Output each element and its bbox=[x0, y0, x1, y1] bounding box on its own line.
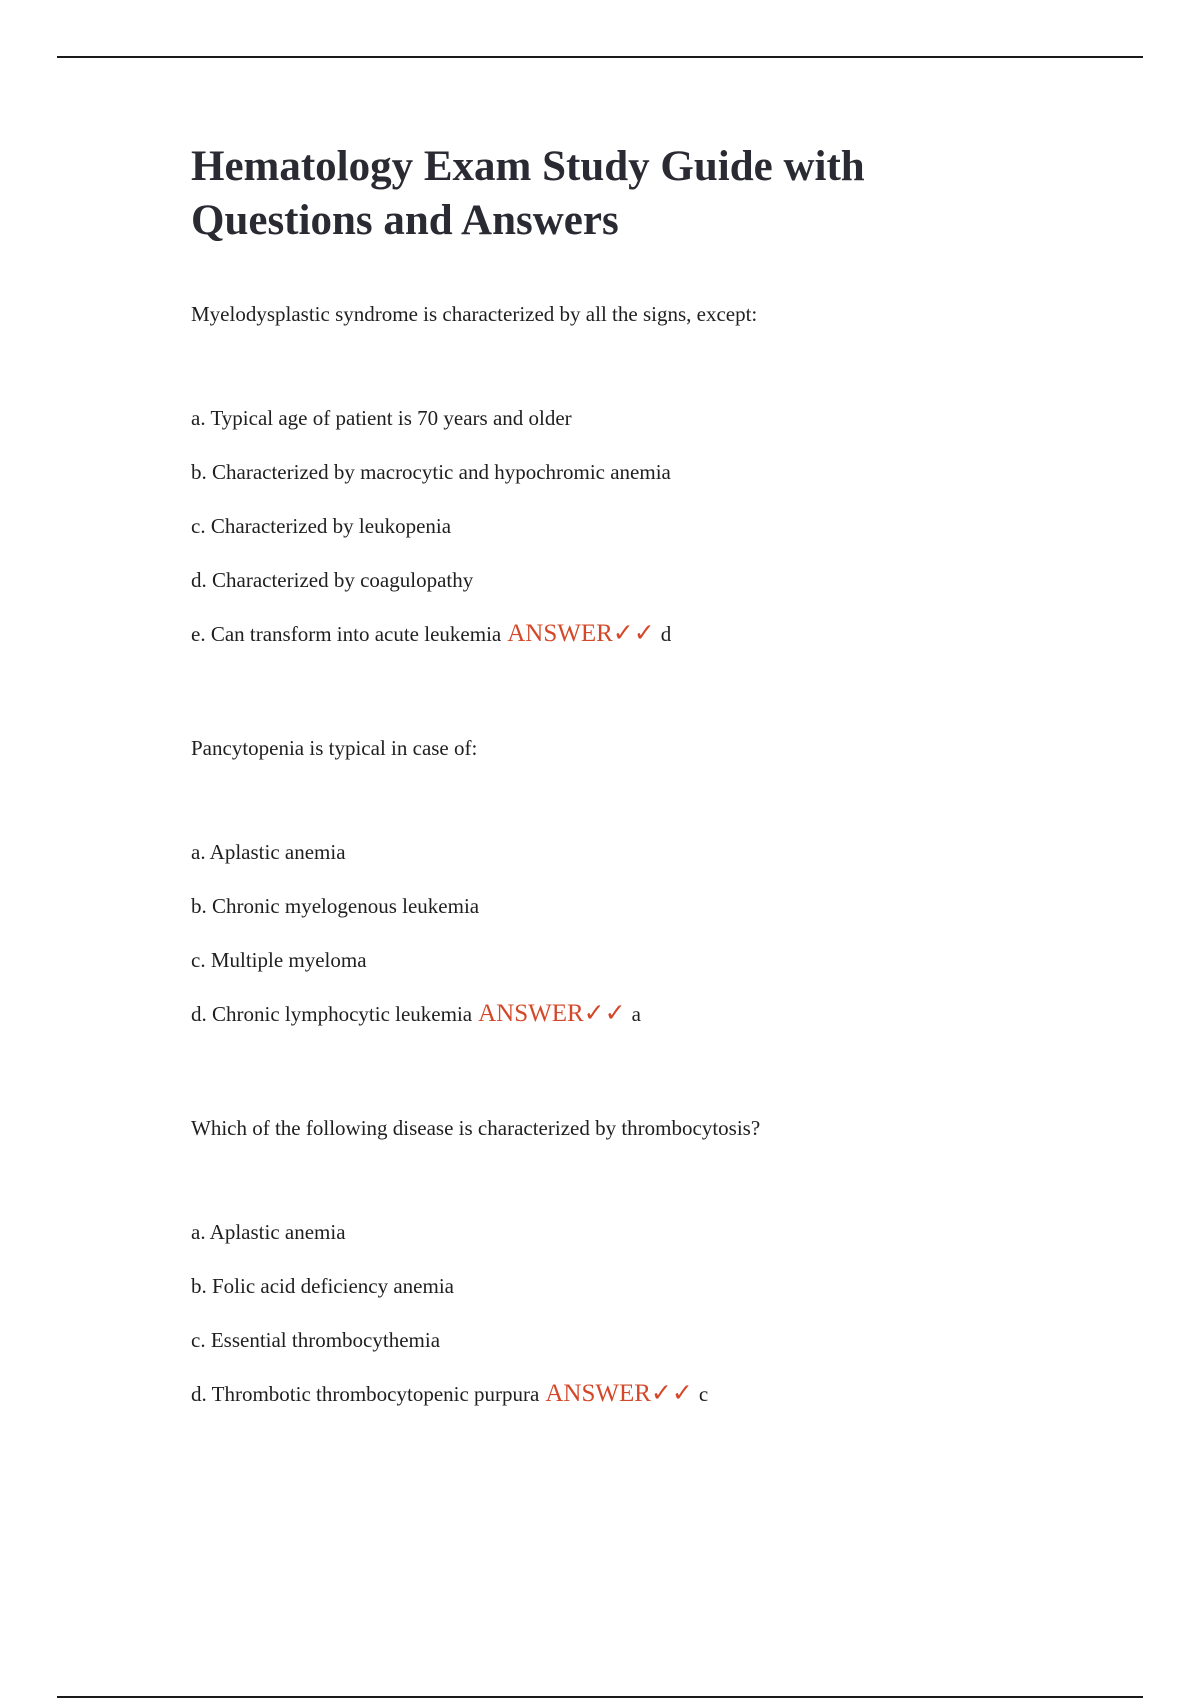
document-body bbox=[191, 140, 1071, 1408]
question-1-answer: d bbox=[660, 622, 672, 646]
top-rule bbox=[57, 56, 1143, 58]
question-3-prompt: Which of the following disease is characterized by thrombocytosis? bbox=[191, 1116, 761, 1140]
question-3-option-c: c. Essential thrombocythemia bbox=[191, 1328, 441, 1352]
question-3-option-a: a. Aplastic anemia bbox=[191, 1220, 346, 1244]
question-1-options bbox=[191, 404, 1071, 648]
question-2-prompt: Pancytopenia is typical in case of: bbox=[191, 736, 478, 760]
question-2-option-c: c. Multiple myeloma bbox=[191, 948, 367, 972]
question-1-option-d: d. Characterized by coagulopathy bbox=[191, 568, 474, 592]
question-1-option-b: b. Characterized by macrocytic and hypochromic anemia bbox=[191, 460, 671, 484]
question-1-prompt: Myelodysplastic syndrome is characterized by all the signs, except: bbox=[191, 302, 758, 326]
page-title: Hematology Exam Study Guide with Questions and Answers bbox=[191, 143, 865, 244]
question-1-option-e: e. Can transform into acute leukemia bbox=[191, 622, 502, 646]
question-3-answer: c bbox=[698, 1382, 709, 1406]
question-1-option-e-with-answer bbox=[191, 620, 1071, 648]
question-2-options bbox=[191, 838, 1071, 1028]
question-2-answer: a bbox=[631, 1002, 641, 1026]
question-2-option-d-with-answer bbox=[191, 1000, 1071, 1028]
question-3-option-b: b. Folic acid deficiency anemia bbox=[191, 1274, 454, 1298]
question-3-option-d: d. Thrombotic thrombocytopenic purpura bbox=[191, 1382, 540, 1406]
question-2-option-b: b. Chronic myelogenous leukemia bbox=[191, 894, 480, 918]
question-2-option-a: a. Aplastic anemia bbox=[191, 840, 346, 864]
question-3-options bbox=[191, 1218, 1071, 1408]
answer-label: ANSWER✓✓ bbox=[507, 620, 655, 647]
question-3-option-d-with-answer bbox=[191, 1380, 1071, 1408]
answer-label: ANSWER✓✓ bbox=[545, 1380, 693, 1407]
answer-label: ANSWER✓✓ bbox=[478, 1000, 626, 1027]
question-1-option-a: a. Typical age of patient is 70 years and older bbox=[191, 406, 572, 430]
question-2-option-d: d. Chronic lymphocytic leukemia bbox=[191, 1002, 473, 1026]
bottom-rule bbox=[57, 1696, 1143, 1698]
question-1-option-c: c. Characterized by leukopenia bbox=[191, 514, 452, 538]
